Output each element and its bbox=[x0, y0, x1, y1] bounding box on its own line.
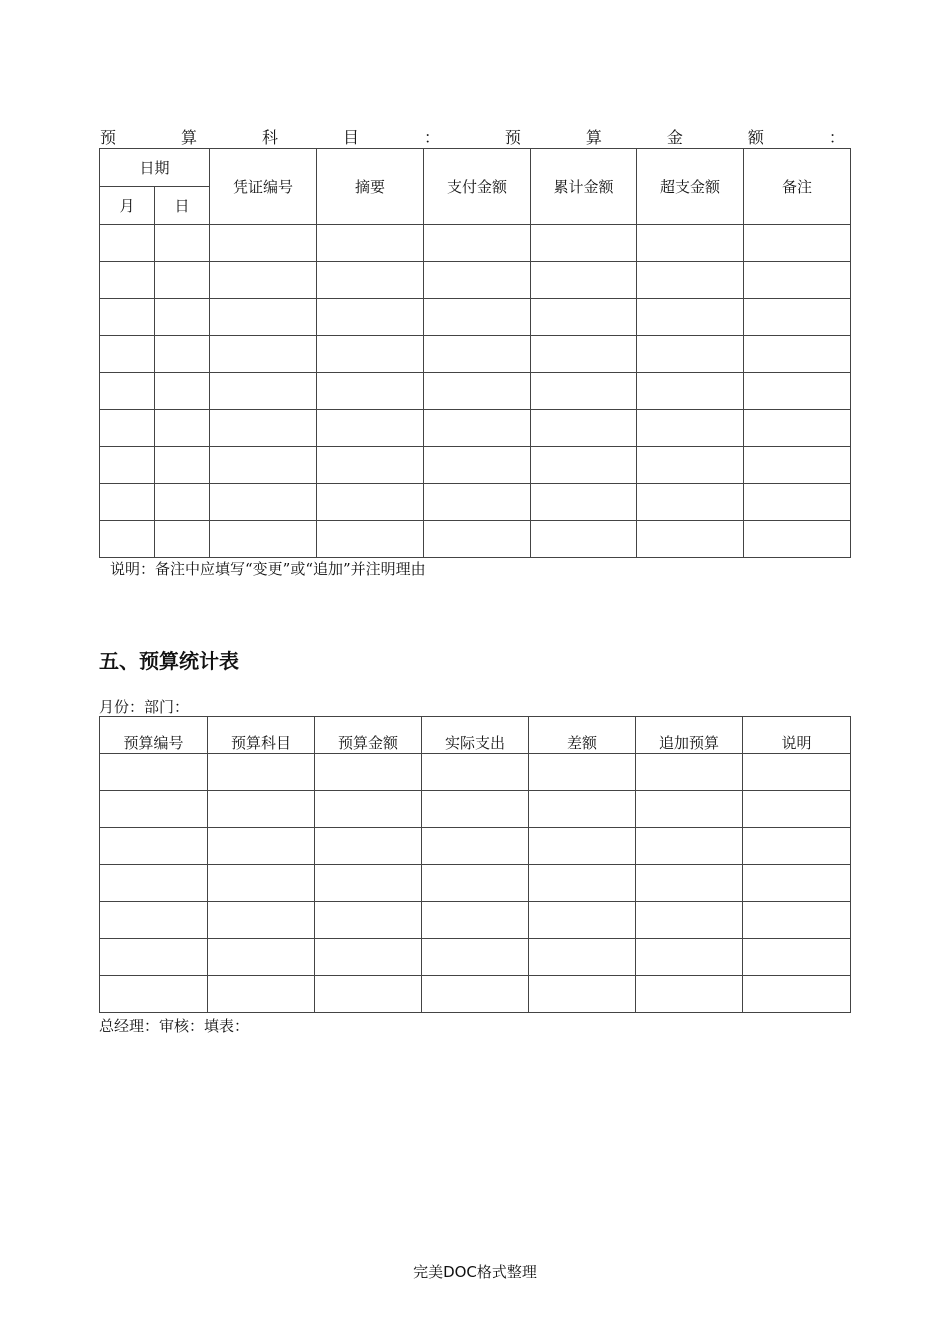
table-cell[interactable] bbox=[529, 754, 636, 791]
table-cell[interactable] bbox=[155, 225, 210, 262]
header-voucher-number: 凭证编号 bbox=[210, 149, 317, 225]
budget-account-line bbox=[100, 128, 845, 148]
header-cumulative-amount: 累计金额 bbox=[531, 149, 637, 225]
table-cell[interactable] bbox=[744, 225, 851, 262]
table-cell[interactable] bbox=[422, 754, 529, 791]
expense-record-table bbox=[99, 148, 851, 558]
table-cell[interactable] bbox=[529, 791, 636, 828]
table-cell[interactable] bbox=[315, 791, 422, 828]
table-cell[interactable] bbox=[424, 336, 531, 373]
table-cell[interactable] bbox=[531, 336, 637, 373]
table-cell[interactable] bbox=[743, 791, 851, 828]
budget-char: ： bbox=[828, 128, 845, 147]
table-cell[interactable] bbox=[637, 336, 744, 373]
budget-char: 科 bbox=[261, 128, 278, 147]
table-cell[interactable] bbox=[210, 225, 317, 262]
table-cell[interactable] bbox=[317, 299, 424, 336]
table-cell[interactable] bbox=[636, 939, 743, 976]
header-budget-amount: 预算金额 bbox=[315, 717, 422, 754]
table-cell[interactable] bbox=[743, 865, 851, 902]
budget-char: 算 bbox=[180, 128, 197, 147]
section-title: 五、预算统计表 bbox=[99, 649, 239, 673]
table-row bbox=[100, 521, 851, 558]
table-cell[interactable] bbox=[637, 225, 744, 262]
table-cell[interactable] bbox=[529, 902, 636, 939]
table-cell[interactable] bbox=[531, 521, 637, 558]
table-cell[interactable] bbox=[636, 865, 743, 902]
table-cell[interactable] bbox=[636, 902, 743, 939]
table-cell[interactable] bbox=[100, 262, 155, 299]
table-row bbox=[100, 225, 851, 262]
header-actual-expense: 实际支出 bbox=[422, 717, 529, 754]
table-cell[interactable] bbox=[208, 976, 315, 1013]
table-cell[interactable] bbox=[424, 225, 531, 262]
table-cell[interactable] bbox=[744, 484, 851, 521]
page-footer: 完美DOC格式整理 bbox=[413, 1263, 537, 1281]
table-cell[interactable] bbox=[744, 373, 851, 410]
table-cell[interactable] bbox=[100, 754, 208, 791]
table-cell[interactable] bbox=[422, 865, 529, 902]
table-cell[interactable] bbox=[636, 754, 743, 791]
table-cell[interactable] bbox=[317, 262, 424, 299]
table-cell[interactable] bbox=[531, 410, 637, 447]
table-cell[interactable] bbox=[424, 484, 531, 521]
table-cell[interactable] bbox=[210, 373, 317, 410]
table-cell[interactable] bbox=[743, 902, 851, 939]
table-cell[interactable] bbox=[210, 521, 317, 558]
table-row bbox=[100, 373, 851, 410]
table-cell[interactable] bbox=[315, 939, 422, 976]
budget-char: 目 bbox=[342, 128, 359, 147]
table-cell[interactable] bbox=[529, 976, 636, 1013]
table-cell[interactable] bbox=[424, 373, 531, 410]
table-cell[interactable] bbox=[317, 336, 424, 373]
table-cell[interactable] bbox=[317, 484, 424, 521]
remarks-note: 说明：备注中应填写“变更”或“追加”并注明理由 bbox=[110, 560, 426, 578]
table-cell[interactable] bbox=[743, 976, 851, 1013]
table-cell[interactable] bbox=[317, 373, 424, 410]
table-cell[interactable] bbox=[315, 754, 422, 791]
budget-char: ： bbox=[423, 128, 440, 147]
table-cell[interactable] bbox=[315, 902, 422, 939]
table-cell[interactable] bbox=[317, 225, 424, 262]
table-cell[interactable] bbox=[210, 447, 317, 484]
table-row bbox=[100, 828, 851, 865]
table-cell[interactable] bbox=[208, 791, 315, 828]
table-cell[interactable] bbox=[422, 902, 529, 939]
table-cell[interactable] bbox=[531, 484, 637, 521]
table-cell[interactable] bbox=[100, 336, 155, 373]
table-cell[interactable] bbox=[424, 299, 531, 336]
table-cell[interactable] bbox=[208, 902, 315, 939]
signature-line: 总经理：审核：填表： bbox=[99, 1017, 250, 1035]
table-row bbox=[100, 262, 851, 299]
table-cell[interactable] bbox=[317, 410, 424, 447]
table-cell[interactable] bbox=[744, 447, 851, 484]
table-cell[interactable] bbox=[315, 976, 422, 1013]
table-cell[interactable] bbox=[422, 939, 529, 976]
budget-char: 算 bbox=[585, 128, 602, 147]
header-budget-account: 预算科目 bbox=[208, 717, 315, 754]
table-cell[interactable] bbox=[422, 976, 529, 1013]
table-cell[interactable] bbox=[636, 976, 743, 1013]
header-additional-budget: 追加预算 bbox=[636, 717, 743, 754]
table-cell[interactable] bbox=[637, 262, 744, 299]
header-remarks: 备注 bbox=[744, 149, 851, 225]
table-cell[interactable] bbox=[100, 939, 208, 976]
table-cell[interactable] bbox=[424, 447, 531, 484]
table-cell[interactable] bbox=[637, 521, 744, 558]
header-day: 日 bbox=[155, 187, 210, 225]
table-cell[interactable] bbox=[155, 299, 210, 336]
header-payment-amount: 支付金额 bbox=[424, 149, 531, 225]
table-cell[interactable] bbox=[208, 828, 315, 865]
table-cell[interactable] bbox=[531, 225, 637, 262]
table-cell[interactable] bbox=[100, 410, 155, 447]
table-row bbox=[100, 754, 851, 791]
table-cell[interactable] bbox=[744, 299, 851, 336]
header-budget-number: 预算编号 bbox=[100, 717, 208, 754]
budget-char: 预 bbox=[504, 128, 521, 147]
table-row bbox=[100, 791, 851, 828]
table-cell[interactable] bbox=[424, 262, 531, 299]
table-cell[interactable] bbox=[100, 299, 155, 336]
month-department-line: 月份：部门： bbox=[99, 698, 190, 716]
table-row bbox=[100, 484, 851, 521]
table-cell[interactable] bbox=[315, 865, 422, 902]
table-cell[interactable] bbox=[637, 299, 744, 336]
header-difference: 差额 bbox=[529, 717, 636, 754]
table-cell[interactable] bbox=[155, 484, 210, 521]
table-cell[interactable] bbox=[210, 336, 317, 373]
table-cell[interactable] bbox=[100, 225, 155, 262]
table-cell[interactable] bbox=[424, 410, 531, 447]
table-row bbox=[100, 299, 851, 336]
table-cell[interactable] bbox=[422, 828, 529, 865]
table-row bbox=[100, 939, 851, 976]
table-cell[interactable] bbox=[315, 828, 422, 865]
table-cell[interactable] bbox=[317, 447, 424, 484]
table-cell[interactable] bbox=[208, 865, 315, 902]
table-cell[interactable] bbox=[743, 939, 851, 976]
table-cell[interactable] bbox=[636, 828, 743, 865]
table-row bbox=[100, 336, 851, 373]
table-cell[interactable] bbox=[529, 828, 636, 865]
table-cell[interactable] bbox=[744, 521, 851, 558]
table-cell[interactable] bbox=[210, 262, 317, 299]
table-cell[interactable] bbox=[210, 410, 317, 447]
table-cell[interactable] bbox=[100, 484, 155, 521]
table-row bbox=[100, 865, 851, 902]
table-cell[interactable] bbox=[531, 262, 637, 299]
table-cell[interactable] bbox=[208, 939, 315, 976]
table-cell[interactable] bbox=[531, 299, 637, 336]
table-cell[interactable] bbox=[100, 865, 208, 902]
table-cell[interactable] bbox=[208, 754, 315, 791]
budget-char: 额 bbox=[747, 128, 764, 147]
table-cell[interactable] bbox=[637, 484, 744, 521]
table-cell[interactable] bbox=[100, 976, 208, 1013]
table-cell[interactable] bbox=[100, 373, 155, 410]
table-cell[interactable] bbox=[317, 521, 424, 558]
date-header: 日期 bbox=[100, 149, 210, 187]
header-overspend-amount: 超支金额 bbox=[637, 149, 744, 225]
header-summary: 摘要 bbox=[317, 149, 424, 225]
table-cell[interactable] bbox=[155, 410, 210, 447]
table-cell[interactable] bbox=[100, 447, 155, 484]
table-cell[interactable] bbox=[155, 373, 210, 410]
table-cell[interactable] bbox=[100, 791, 208, 828]
table-row bbox=[100, 976, 851, 1013]
table-cell[interactable] bbox=[155, 336, 210, 373]
table-cell[interactable] bbox=[155, 447, 210, 484]
table-cell[interactable] bbox=[744, 410, 851, 447]
table-cell[interactable] bbox=[637, 373, 744, 410]
header-explanation: 说明 bbox=[743, 717, 851, 754]
header-month: 月 bbox=[100, 187, 155, 225]
table-cell[interactable] bbox=[531, 373, 637, 410]
table-cell[interactable] bbox=[636, 791, 743, 828]
table-cell[interactable] bbox=[100, 902, 208, 939]
table-cell[interactable] bbox=[743, 828, 851, 865]
table-cell[interactable] bbox=[744, 262, 851, 299]
budget-statistics-table bbox=[99, 716, 851, 1013]
table-cell[interactable] bbox=[155, 262, 210, 299]
table-cell[interactable] bbox=[637, 410, 744, 447]
table-cell[interactable] bbox=[743, 754, 851, 791]
budget-char: 金 bbox=[666, 128, 683, 147]
table-row bbox=[100, 902, 851, 939]
table-cell[interactable] bbox=[529, 939, 636, 976]
table-cell[interactable] bbox=[529, 865, 636, 902]
table-cell[interactable] bbox=[531, 447, 637, 484]
table-cell[interactable] bbox=[210, 299, 317, 336]
table-cell[interactable] bbox=[155, 521, 210, 558]
budget-char: 预 bbox=[100, 128, 117, 147]
table-row bbox=[100, 447, 851, 484]
table-cell[interactable] bbox=[637, 447, 744, 484]
table-cell[interactable] bbox=[422, 791, 529, 828]
table-cell[interactable] bbox=[210, 484, 317, 521]
table-cell[interactable] bbox=[100, 828, 208, 865]
table-cell[interactable] bbox=[100, 521, 155, 558]
table-cell[interactable] bbox=[744, 336, 851, 373]
table-row bbox=[100, 410, 851, 447]
table-cell[interactable] bbox=[424, 521, 531, 558]
